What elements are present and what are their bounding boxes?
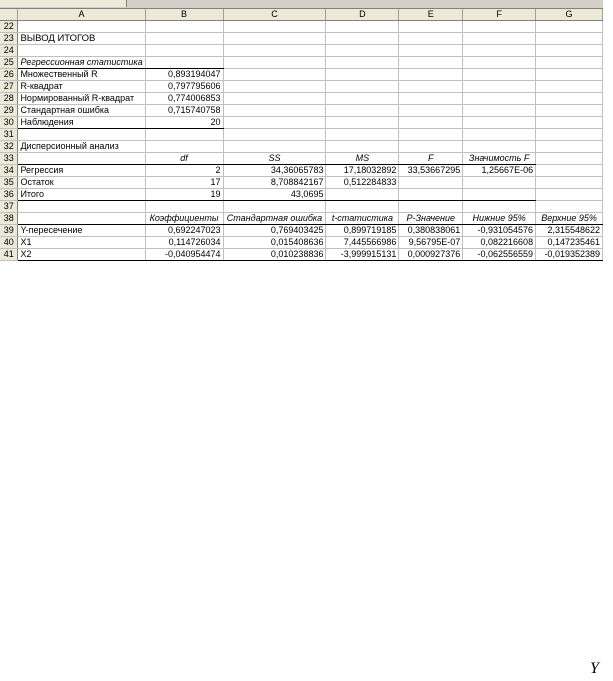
- cell-b36[interactable]: 19: [145, 189, 223, 201]
- row-header[interactable]: 41: [0, 249, 18, 261]
- cell-c29[interactable]: [223, 105, 326, 117]
- cell-a26[interactable]: Множественный R: [18, 69, 145, 81]
- cell-b25[interactable]: [145, 57, 223, 69]
- cell-f37[interactable]: [463, 201, 536, 213]
- column-header-row: [0, 9, 603, 21]
- cell-e24[interactable]: [399, 45, 463, 57]
- cell-e30[interactable]: [399, 117, 463, 129]
- column-header-b[interactable]: B: [145, 9, 223, 21]
- cell-g40[interactable]: 0,147235461: [536, 237, 603, 249]
- cell-g36[interactable]: [536, 189, 603, 201]
- row-header[interactable]: 34: [0, 165, 18, 177]
- cell-e37[interactable]: [399, 201, 463, 213]
- cell-c27[interactable]: [223, 81, 326, 93]
- cell-g35[interactable]: [536, 177, 603, 189]
- cell-g27[interactable]: [536, 81, 603, 93]
- cell-a32[interactable]: Дисперсионный анализ: [18, 141, 145, 153]
- cell-g33[interactable]: [536, 153, 603, 165]
- cell-a41[interactable]: X2: [18, 249, 145, 261]
- cell-f29[interactable]: [463, 105, 536, 117]
- row-header[interactable]: 35: [0, 177, 18, 189]
- cell-b41[interactable]: -0,040954474: [145, 249, 223, 261]
- table-row: [0, 57, 603, 69]
- table-row: [0, 165, 603, 177]
- row-header[interactable]: 37: [0, 201, 18, 213]
- cell-c41[interactable]: 0,010238836: [223, 249, 326, 261]
- cell-f30[interactable]: [463, 117, 536, 129]
- cell-g34[interactable]: [536, 165, 603, 177]
- cell-e36[interactable]: [399, 189, 463, 201]
- column-header-c[interactable]: C: [223, 9, 326, 21]
- cell-e33[interactable]: F: [399, 153, 463, 165]
- row-header[interactable]: 30: [0, 117, 18, 129]
- cell-b24[interactable]: [145, 45, 223, 57]
- table-row: [0, 21, 603, 33]
- cell-g25[interactable]: [536, 57, 603, 69]
- cell-b37[interactable]: [145, 201, 223, 213]
- select-all-corner[interactable]: [0, 9, 18, 21]
- cell-c26[interactable]: [223, 69, 326, 81]
- cell-d38[interactable]: t-статистика: [326, 213, 399, 225]
- cell-e27[interactable]: [399, 81, 463, 93]
- cell-c25[interactable]: [223, 57, 326, 69]
- cell-d27[interactable]: [326, 81, 399, 93]
- cell-d25[interactable]: [326, 57, 399, 69]
- cell-e25[interactable]: [399, 57, 463, 69]
- cell-c39[interactable]: 0,769403425: [223, 225, 326, 237]
- cell-e40[interactable]: 9,56795E-07: [399, 237, 463, 249]
- column-header-f[interactable]: F: [463, 9, 536, 21]
- cell-e23[interactable]: [399, 33, 463, 45]
- cell-g28[interactable]: [536, 93, 603, 105]
- cell-b26[interactable]: 0,893194047: [145, 69, 223, 81]
- row-header[interactable]: 28: [0, 93, 18, 105]
- table-row: [0, 141, 603, 153]
- cell-f36[interactable]: [463, 189, 536, 201]
- cell-a37[interactable]: [18, 201, 145, 213]
- cell-a33[interactable]: [18, 153, 145, 165]
- footer-y: Y: [590, 660, 599, 677]
- cell-a39[interactable]: Y-пересечение: [18, 225, 145, 237]
- cell-d28[interactable]: [326, 93, 399, 105]
- cell-e29[interactable]: [399, 105, 463, 117]
- cell-g30[interactable]: [536, 117, 603, 129]
- cell-d26[interactable]: [326, 69, 399, 81]
- cell-d37[interactable]: [326, 201, 399, 213]
- cell-a36[interactable]: Итого: [18, 189, 145, 201]
- table-row: [0, 249, 603, 261]
- cell-f31[interactable]: [463, 129, 536, 141]
- cell-f40[interactable]: 0,082216608: [463, 237, 536, 249]
- sheet-tab[interactable]: [0, 0, 127, 7]
- cell-b32[interactable]: [145, 141, 223, 153]
- cell-c34[interactable]: 34,36065783: [223, 165, 326, 177]
- cell-f32[interactable]: [463, 141, 536, 153]
- cell-b38[interactable]: Коэффициенты: [145, 213, 223, 225]
- cell-b40[interactable]: 0,114726034: [145, 237, 223, 249]
- cell-a31[interactable]: [18, 129, 145, 141]
- row-header[interactable]: 29: [0, 105, 18, 117]
- cell-d36[interactable]: [326, 189, 399, 201]
- cell-c35[interactable]: 8,708842167: [223, 177, 326, 189]
- cell-d22[interactable]: [326, 21, 399, 33]
- cell-d35[interactable]: 0,512284833: [326, 177, 399, 189]
- cell-b28[interactable]: 0,774006853: [145, 93, 223, 105]
- table-row: [0, 93, 603, 105]
- cell-a27[interactable]: R-квадрат: [18, 81, 145, 93]
- cell-g23[interactable]: [536, 33, 603, 45]
- cell-a35[interactable]: Остаток: [18, 177, 145, 189]
- row-header[interactable]: 31: [0, 129, 18, 141]
- column-header-g[interactable]: G: [536, 9, 603, 21]
- spreadsheet-grid: [0, 9, 603, 261]
- cell-d30[interactable]: [326, 117, 399, 129]
- cell-e34[interactable]: 33,53667295: [399, 165, 463, 177]
- column-header-d[interactable]: D: [326, 9, 399, 21]
- cell-b30[interactable]: 20: [145, 117, 223, 129]
- row-header[interactable]: 26: [0, 69, 18, 81]
- row-header[interactable]: 25: [0, 57, 18, 69]
- table-row: [0, 105, 603, 117]
- column-header-a[interactable]: A: [18, 9, 145, 21]
- column-header-e[interactable]: E: [399, 9, 463, 21]
- cell-f27[interactable]: [463, 81, 536, 93]
- cell-d31[interactable]: [326, 129, 399, 141]
- table-row: [0, 213, 603, 225]
- cell-b22[interactable]: [145, 21, 223, 33]
- row-header[interactable]: 33: [0, 153, 18, 165]
- row-header[interactable]: 40: [0, 237, 18, 249]
- cell-a23[interactable]: ВЫВОД ИТОГОВ: [18, 33, 145, 45]
- cell-d34[interactable]: 17,18032892: [326, 165, 399, 177]
- cell-d23[interactable]: [326, 33, 399, 45]
- table-row: [0, 81, 603, 93]
- cell-a22[interactable]: [18, 21, 145, 33]
- cell-f24[interactable]: [463, 45, 536, 57]
- table-row: [0, 201, 603, 213]
- cell-c40[interactable]: 0,015408636: [223, 237, 326, 249]
- cell-g31[interactable]: [536, 129, 603, 141]
- cell-a38[interactable]: [18, 213, 145, 225]
- cell-d32[interactable]: [326, 141, 399, 153]
- cell-a29[interactable]: Стандартная ошибка: [18, 105, 145, 117]
- table-row: [0, 117, 603, 129]
- cell-b31[interactable]: [145, 129, 223, 141]
- cell-f41[interactable]: -0,062556559: [463, 249, 536, 261]
- cell-g22[interactable]: [536, 21, 603, 33]
- cell-g32[interactable]: [536, 141, 603, 153]
- cell-e41[interactable]: 0,000927376: [399, 249, 463, 261]
- cell-c30[interactable]: [223, 117, 326, 129]
- cell-c36[interactable]: 43,0695: [223, 189, 326, 201]
- toolbar-strip: [0, 0, 603, 9]
- cell-b33[interactable]: df: [145, 153, 223, 165]
- cell-g41[interactable]: -0,019352389: [536, 249, 603, 261]
- cell-b27[interactable]: 0,797795606: [145, 81, 223, 93]
- table-row: [0, 189, 603, 201]
- cell-b35[interactable]: 17: [145, 177, 223, 189]
- table-row: [0, 129, 603, 141]
- cell-f25[interactable]: [463, 57, 536, 69]
- row-header[interactable]: 38: [0, 213, 18, 225]
- cell-e35[interactable]: [399, 177, 463, 189]
- cell-a24[interactable]: [18, 45, 145, 57]
- cell-d39[interactable]: 0,899719185: [326, 225, 399, 237]
- table-row: [0, 237, 603, 249]
- row-header[interactable]: 22: [0, 21, 18, 33]
- cell-e22[interactable]: [399, 21, 463, 33]
- spreadsheet: [0, 0, 603, 261]
- cell-d24[interactable]: [326, 45, 399, 57]
- cell-f22[interactable]: [463, 21, 536, 33]
- row-header[interactable]: 32: [0, 141, 18, 153]
- cell-c33[interactable]: SS: [223, 153, 326, 165]
- table-row: [0, 45, 603, 57]
- cell-a25[interactable]: Регрессионная статистика: [18, 57, 145, 69]
- cell-b23[interactable]: [145, 33, 223, 45]
- cell-e31[interactable]: [399, 129, 463, 141]
- cell-b34[interactable]: 2: [145, 165, 223, 177]
- cell-a40[interactable]: X1: [18, 237, 145, 249]
- cell-c28[interactable]: [223, 93, 326, 105]
- cell-f35[interactable]: [463, 177, 536, 189]
- cell-a34[interactable]: Регрессия: [18, 165, 145, 177]
- cell-g38[interactable]: Верхние 95%: [536, 213, 603, 225]
- table-row: [0, 177, 603, 189]
- table-row: [0, 69, 603, 81]
- cell-f28[interactable]: [463, 93, 536, 105]
- cell-e28[interactable]: [399, 93, 463, 105]
- cell-a30[interactable]: Наблюдения: [18, 117, 145, 129]
- table-row: [0, 225, 603, 237]
- cell-d40[interactable]: 7,445566986: [326, 237, 399, 249]
- cell-c37[interactable]: [223, 201, 326, 213]
- cell-e26[interactable]: [399, 69, 463, 81]
- row-header[interactable]: 36: [0, 189, 18, 201]
- cell-e38[interactable]: P-Значение: [399, 213, 463, 225]
- cell-a28[interactable]: Нормированный R-квадрат: [18, 93, 145, 105]
- row-header[interactable]: 39: [0, 225, 18, 237]
- cell-c31[interactable]: [223, 129, 326, 141]
- cell-c23[interactable]: [223, 33, 326, 45]
- cell-d41[interactable]: -3,999915131: [326, 249, 399, 261]
- cell-f23[interactable]: [463, 33, 536, 45]
- cell-g26[interactable]: [536, 69, 603, 81]
- cell-d33[interactable]: MS: [326, 153, 399, 165]
- row-header[interactable]: 23: [0, 33, 18, 45]
- cell-b39[interactable]: 0,692247023: [145, 225, 223, 237]
- row-header[interactable]: 24: [0, 45, 18, 57]
- cell-c32[interactable]: [223, 141, 326, 153]
- table-row: [0, 153, 603, 165]
- cell-g37[interactable]: [536, 201, 603, 213]
- row-header[interactable]: 27: [0, 81, 18, 93]
- cell-f33[interactable]: Значимость F: [463, 153, 536, 165]
- table-row: [0, 33, 603, 45]
- cell-g39[interactable]: 2,315548622: [536, 225, 603, 237]
- cell-d29[interactable]: [326, 105, 399, 117]
- cell-g24[interactable]: [536, 45, 603, 57]
- cell-f34[interactable]: 1,25667E-06: [463, 165, 536, 177]
- cell-c22[interactable]: [223, 21, 326, 33]
- cell-c38[interactable]: Стандартная ошибка: [223, 213, 326, 225]
- cell-b29[interactable]: 0,715740758: [145, 105, 223, 117]
- cell-f26[interactable]: [463, 69, 536, 81]
- cell-g29[interactable]: [536, 105, 603, 117]
- cell-e39[interactable]: 0,380838061: [399, 225, 463, 237]
- cell-f38[interactable]: Нижние 95%: [463, 213, 536, 225]
- cell-f39[interactable]: -0,931054576: [463, 225, 536, 237]
- cell-c24[interactable]: [223, 45, 326, 57]
- cell-e32[interactable]: [399, 141, 463, 153]
